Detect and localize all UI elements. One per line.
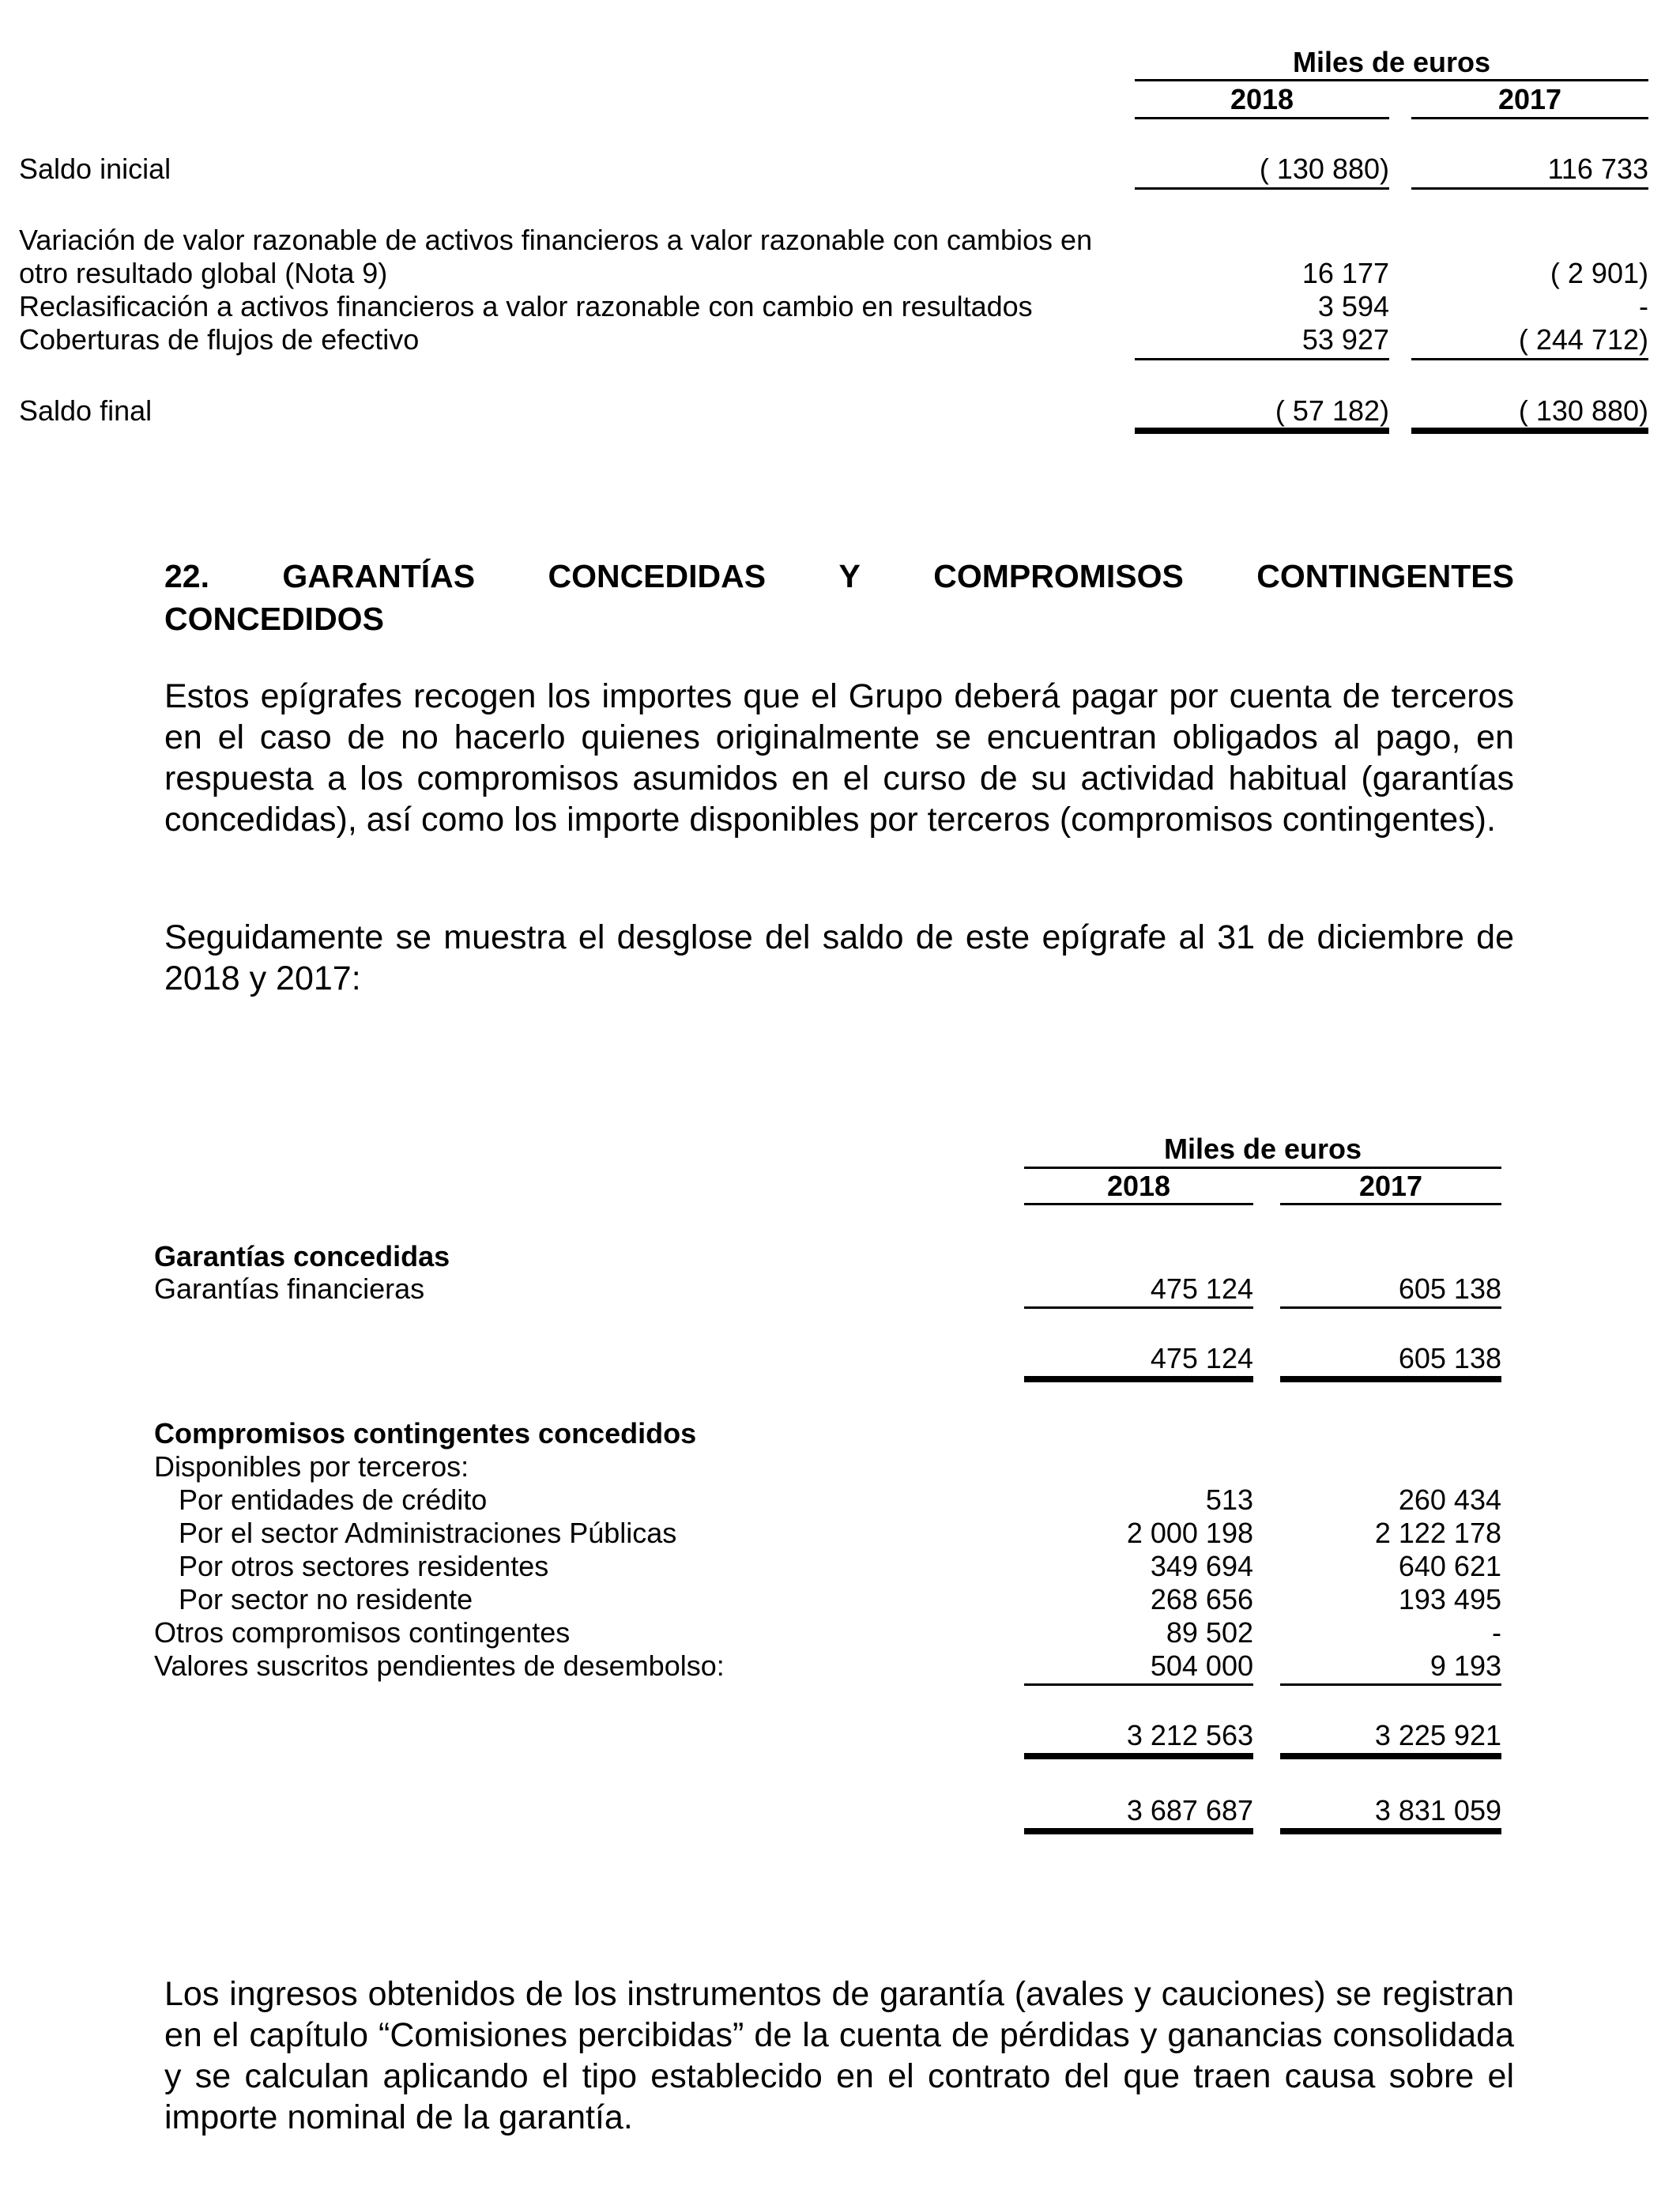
table1-rule <box>1135 358 1389 360</box>
table1-header-rule <box>1135 79 1648 81</box>
paragraph-fees: Los ingresos obtenidos de los instrumentos de garantía (avales y cauciones) se registran en el capítulo “Comisiones percibidas” de la cuenta de pérdidas y ganancias consolidada y se calculan aplicando el tipo establecido en el contrato del que traen causa sobre el importe nominal de la garantía. <box>164 1975 1514 2136</box>
commitments-group-label: Disponibles por terceros: <box>154 1450 469 1483</box>
section-heading <box>164 555 1514 640</box>
table1-row-value-2017: ( 130 880) <box>1518 394 1648 427</box>
table1-row-value-2018: 3 594 <box>1317 290 1389 322</box>
table2-rule <box>1024 1683 1253 1686</box>
guarantees-row-value-2017: 605 138 <box>1398 1272 1501 1305</box>
table2-col-rule-2017 <box>1280 1203 1501 1205</box>
commitments-row-value-2017: 2 122 178 <box>1374 1517 1501 1549</box>
commitments-row-label: Valores suscritos pendientes de desembolso: <box>154 1649 725 1682</box>
guarantees-row-label: Garantías financieras <box>154 1272 425 1305</box>
table2-subtotal-rule <box>1280 1753 1501 1759</box>
table1-rule <box>1411 187 1648 190</box>
commitments-row-value-2017: 193 495 <box>1398 1583 1501 1615</box>
commitments-row-value-2018: 513 <box>1205 1483 1253 1516</box>
table1-row-value-2018: 53 927 <box>1301 323 1389 356</box>
table1-total-rule <box>1135 428 1389 434</box>
table1-row-label: otro resultado global (Nota 9) <box>19 257 388 289</box>
heading-word: GARANTÍAS <box>282 558 476 594</box>
table2-rule <box>1024 1306 1253 1309</box>
commitments-row-value-2017: - <box>1492 1616 1501 1649</box>
commitments-row-label: Por entidades de crédito <box>179 1483 488 1516</box>
commitments-row-value-2018: 89 502 <box>1166 1616 1253 1649</box>
table1-row-value-2017: 116 733 <box>1547 153 1648 185</box>
table1-row-label: Saldo inicial <box>19 153 171 185</box>
table1-row-value-2017: ( 2 901) <box>1550 257 1648 289</box>
paragraph-breakdown: Seguidamente se muestra el desglose del saldo de este epígrafe al 31 de diciembre de 2018 y 2017: <box>164 918 1514 997</box>
table2-subtotal-rule <box>1024 1753 1253 1759</box>
commitments-row-label: Otros compromisos contingentes <box>154 1616 571 1649</box>
commitments-row-label: Por otros sectores residentes <box>179 1550 549 1582</box>
table1-row-value-2017: ( 244 712) <box>1518 323 1648 356</box>
commitments-row-label: Por sector no residente <box>179 1583 473 1615</box>
table1-col-2017: 2017 <box>1497 83 1562 115</box>
table1-row-value-2017: - <box>1639 290 1648 322</box>
commitments-row-value-2018: 2 000 198 <box>1126 1517 1253 1549</box>
heading-word: CONTINGENTES <box>1256 558 1514 594</box>
guarantees-row-value-2018: 475 124 <box>1150 1272 1253 1305</box>
table2-subtotal-rule <box>1280 1376 1501 1382</box>
table2-col-rule-2018 <box>1024 1203 1253 1205</box>
commitments-row-value-2018: 268 656 <box>1150 1583 1253 1615</box>
commitments-row-value-2018: 504 000 <box>1150 1649 1253 1682</box>
guarantees-subtotal-2017: 605 138 <box>1398 1342 1501 1374</box>
table1-rule <box>1411 358 1648 360</box>
table2-total-rule <box>1280 1828 1501 1834</box>
table1-col-rule-2017 <box>1411 117 1648 119</box>
guarantees-subtotal-2018: 475 124 <box>1150 1342 1253 1374</box>
table1-col-rule-2018 <box>1135 117 1389 119</box>
table2-subtotal-rule <box>1024 1376 1253 1382</box>
commitments-row-label: Por el sector Administraciones Públicas <box>179 1517 677 1549</box>
table2-total-2018: 3 687 687 <box>1126 1794 1253 1826</box>
commitments-row-value-2017: 640 621 <box>1398 1550 1501 1582</box>
table1-unit-header: Miles de euros <box>1292 46 1491 78</box>
table1-row-value-2018: ( 57 182) <box>1275 394 1389 427</box>
commitments-title: Compromisos contingentes concedidos <box>154 1417 697 1449</box>
table1-total-rule <box>1411 428 1648 434</box>
commitments-subtotal-2017: 3 225 921 <box>1374 1719 1501 1751</box>
commitments-row-value-2017: 260 434 <box>1398 1483 1501 1516</box>
table2-unit-header: Miles de euros <box>1163 1133 1362 1165</box>
table2-rule <box>1280 1306 1501 1309</box>
commitments-row-value-2017: 9 193 <box>1430 1649 1501 1682</box>
commitments-subtotal-2018: 3 212 563 <box>1126 1719 1253 1751</box>
table1-row-value-2018: ( 130 880) <box>1259 153 1389 185</box>
table1-row-value-2018: 16 177 <box>1301 257 1389 289</box>
section-heading-line1 <box>164 555 1514 598</box>
table2-total-rule <box>1024 1828 1253 1834</box>
table1-row-label: Saldo final <box>19 394 153 427</box>
heading-word: 22. <box>164 558 209 594</box>
heading-word: COMPROMISOS <box>933 558 1184 594</box>
table2-total-2017: 3 831 059 <box>1374 1794 1501 1826</box>
table1-row-label: Coberturas de flujos de efectivo <box>19 323 420 356</box>
heading-word: CONCEDIDAS <box>548 558 767 594</box>
table1-col-2018: 2018 <box>1230 83 1294 115</box>
table2-col-2018: 2018 <box>1106 1170 1171 1202</box>
table1-row-label: Variación de valor razonable de activos financieros a valor razonable con cambios en <box>19 224 1093 256</box>
table2-rule <box>1280 1683 1501 1686</box>
table2-col-2017: 2017 <box>1358 1170 1423 1202</box>
paragraph-intro: Estos epígrafes recogen los importes que el Grupo deberá pagar por cuenta de terceros en el caso de no hacerlo quienes originalmente se encuentran obligados al pago, en respuesta a los compromisos asumidos en el curso de su actividad habitual (garantías concedidas), así como los importe disponibles por terceros (compromisos contingentes). <box>164 677 1514 839</box>
section-heading-line2: CONCEDIDOS <box>164 601 384 637</box>
commitments-row-value-2018: 349 694 <box>1150 1550 1253 1582</box>
guarantees-title: Garantías concedidas <box>154 1240 450 1272</box>
table1-row-label: Reclasificación a activos financieros a valor razonable con cambio en resultados <box>19 290 1033 322</box>
heading-word: Y <box>838 558 861 594</box>
table1-rule <box>1135 187 1389 190</box>
table2-header-rule <box>1024 1167 1501 1169</box>
